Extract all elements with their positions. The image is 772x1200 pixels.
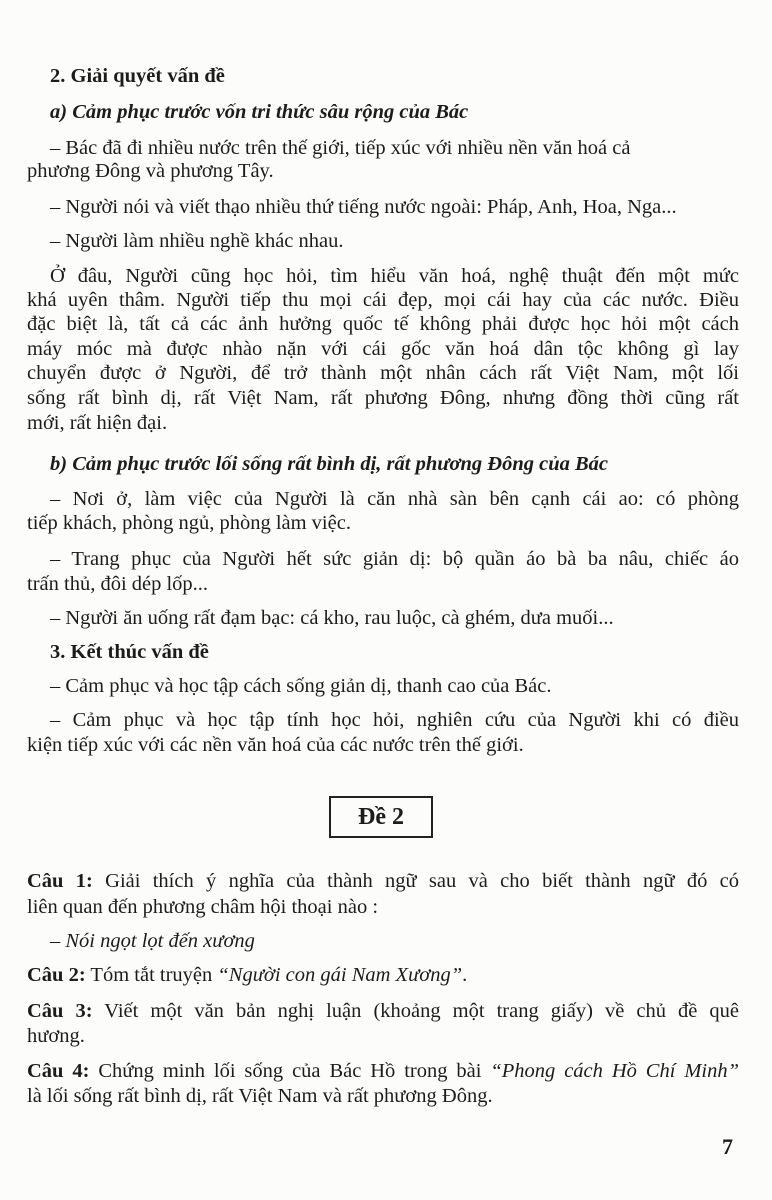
bullet-a2: – Người nói và viết thạo nhiều thứ tiếng nước ngoài: Pháp, Anh, Hoa, Nga... <box>50 196 677 218</box>
question-2-label: Câu 2: <box>27 964 86 986</box>
section-2-heading: 2. Giải quyết vấn đề <box>50 65 225 87</box>
bullet-c1: – Cảm phục và học tập cách sống giản dị, thanh cao của Bác. <box>50 675 552 697</box>
bullet-b2-line1: – Trang phục của Người hết sức giản dị: bộ quần áo bà ba nâu, chiếc áo <box>50 548 739 570</box>
paragraph-line: đặc biệt là, tất cả các ảnh hưởng quốc tế không phải được học hỏi một cách <box>27 313 739 335</box>
question-2-title: “Người con gái Nam Xương” <box>217 964 463 986</box>
question-3-label: Câu 3: <box>27 1000 93 1022</box>
paragraph-line: mới, rất hiện đại. <box>27 412 168 434</box>
question-3-text: Viết một văn bản nghị luận (khoảng một trang giấy) về chủ đề quê <box>92 1000 739 1022</box>
question-4-title: “Phong cách Hồ Chí Minh” <box>490 1060 739 1082</box>
bullet-a1-line1: – Bác đã đi nhiều nước trên thế giới, tiếp xúc với nhiều nền văn hoá cả <box>50 137 631 159</box>
question-2-text: Tóm tắt truyện <box>85 964 218 986</box>
question-4-line1 <box>27 1057 739 1085</box>
bullet-a1-line2: phương Đông và phương Tây. <box>27 160 274 182</box>
question-4-label: Câu 4: <box>27 1060 90 1082</box>
paragraph-line: sống rất bình dị, rất Việt Nam, rất phương Đông, nhưng đồng thời cũng rất <box>27 387 739 409</box>
bullet-b1-line2: tiếp khách, phòng ngủ, phòng làm việc. <box>27 512 351 534</box>
subheading-b: b) Cảm phục trước lối sống rất bình dị, rất phương Đông của Bác <box>50 453 609 475</box>
bullet-c2-line1: – Cảm phục và học tập tính học hỏi, nghiên cứu của Người khi có điều <box>50 709 739 731</box>
section-3-heading: 3. Kết thúc vấn đề <box>50 641 209 663</box>
question-1-line1 <box>27 867 739 895</box>
paragraph-line: chuyển được ở Người, để trở thành một nhân cách rất Việt Nam, một lối <box>27 362 739 384</box>
question-2 <box>27 961 739 989</box>
question-2-end: . <box>462 964 468 986</box>
bullet-b1-line1: – Nơi ở, làm việc của Người là căn nhà sàn bên cạnh cái ao: có phòng <box>50 488 739 510</box>
bullet-b2-line2: trấn thủ, đôi dép lốp... <box>27 573 209 595</box>
question-1-label: Câu 1: <box>27 870 93 892</box>
question-1-text: Giải thích ý nghĩa của thành ngữ sau và cho biết thành ngữ đó có <box>92 870 739 892</box>
exam-title-box <box>329 796 433 838</box>
paragraph-line: Ở đâu, Người cũng học hỏi, tìm hiểu văn hoá, nghệ thuật đến một mức <box>50 265 739 287</box>
bullet-b3: – Người ăn uống rất đạm bạc: cá kho, rau luộc, cà ghém, dưa muối... <box>50 607 614 629</box>
question-4-line2: là lối sống rất bình dị, rất Việt Nam và rất phương Đông. <box>27 1085 493 1107</box>
question-1-idiom: – Nói ngọt lọt đến xương <box>50 930 255 952</box>
paragraph-line: máy móc mà được nhào nặn với cái gốc văn hoá dân tộc không gì lay <box>27 338 739 360</box>
question-4-text: Chứng minh lối sống của Bác Hồ trong bài <box>89 1060 491 1082</box>
exam-title: Đề 2 <box>358 803 404 830</box>
question-3-line2: hương. <box>27 1025 85 1047</box>
page-number: 7 <box>722 1134 733 1159</box>
bullet-a3: – Người làm nhiều nghề khác nhau. <box>50 230 344 252</box>
question-1-line2: liên quan đến phương châm hội thoại nào : <box>27 896 379 918</box>
bullet-c2-line2: kiện tiếp xúc với các nền văn hoá của các nước trên thế giới. <box>27 734 524 756</box>
subheading-a: a) Cảm phục trước vốn tri thức sâu rộng của Bác <box>50 101 469 123</box>
paragraph-line: khá uyên thâm. Người tiếp thu mọi cái đẹp, mọi cái hay của các nước. Điều <box>27 289 739 311</box>
question-3-line1 <box>27 997 739 1025</box>
